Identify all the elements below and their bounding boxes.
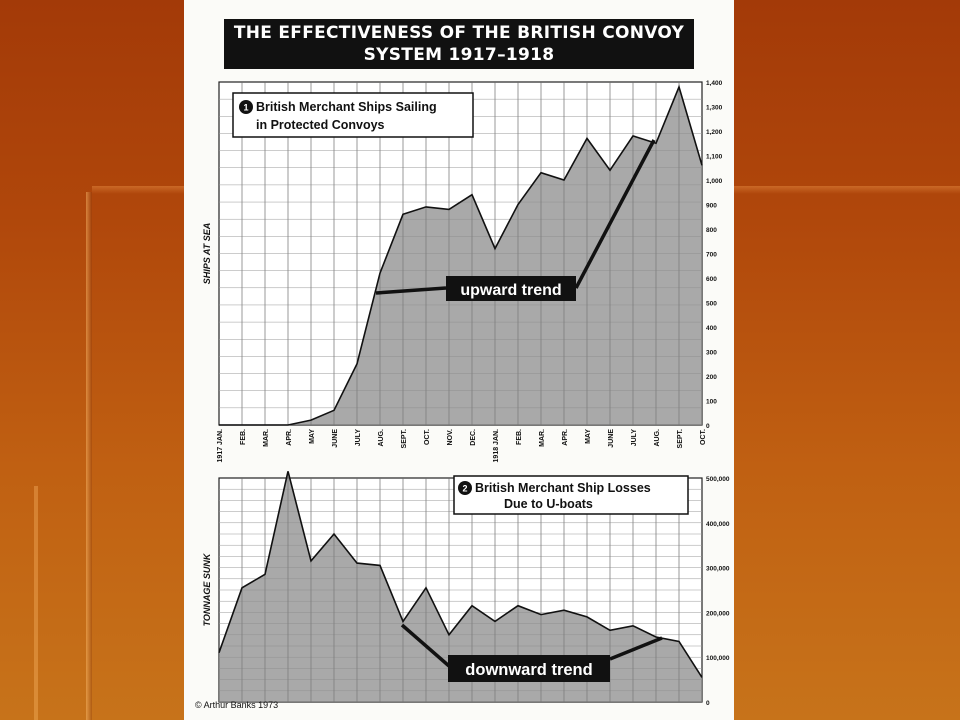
chart-2-ylabel: TONNAGE SUNK: [202, 553, 212, 627]
chart-1-ytick-label: 1,200: [706, 129, 723, 136]
chart-1-ytick-label: 800: [706, 227, 717, 234]
poster-card: [184, 0, 734, 720]
chart-1-xtick-label: MAR.: [263, 429, 270, 447]
chart-1-ylabel: SHIPS AT SEA: [202, 222, 212, 285]
copyright-credit: © Arthur Banks 1973: [195, 700, 279, 710]
chart-2-title-line2: Due to U-boats: [504, 497, 593, 511]
background-stripe: [86, 192, 92, 720]
chart-1-xtick-label: JUNE: [332, 429, 339, 448]
chart-1-title-line2: in Protected Convoys: [256, 118, 385, 132]
chart-2-ytick-label: 400,000: [706, 520, 730, 528]
upward-trend-label: upward trend: [460, 282, 562, 299]
chart-2-title-line1: British Merchant Ship Losses: [475, 481, 651, 495]
chart-1-ytick-label: 700: [706, 251, 717, 259]
chart-2-ytick-label: 100,000: [706, 655, 730, 663]
chart-1-xtick-label: AUG.: [378, 429, 385, 447]
chart-1-ytick-label: 1,100: [706, 153, 723, 161]
chart-1-xtick-label: JULY: [631, 429, 638, 447]
chart-1-xtick-label: MAR.: [539, 429, 546, 447]
chart-1-xtick-label: OCT.: [700, 429, 707, 445]
convoy-charts: [184, 0, 734, 720]
chart-1-xtick-label: FEB.: [516, 429, 523, 445]
chart-2-legend-number: 2: [462, 483, 468, 494]
chart-2-ytick-label: 0: [706, 700, 710, 707]
chart-1-ytick-label: 0: [706, 423, 710, 430]
chart-1-xtick-label: JUNE: [608, 429, 615, 448]
chart-1-xtick-label: AUG.: [654, 429, 661, 447]
downward-trend-label: downward trend: [465, 661, 593, 679]
chart-1-xtick-label: OCT.: [424, 429, 431, 445]
poster-title-line2: SYSTEM 1917–1918: [363, 45, 555, 65]
chart-1-ytick-label: 200: [706, 374, 717, 381]
chart-2-ytick-label: 200,000: [706, 610, 730, 618]
chart-1-xtick-label: APR.: [286, 429, 293, 446]
chart-1-ytick-label: 100: [706, 398, 717, 406]
chart-1-title-line1: British Merchant Ships Sailing: [256, 100, 437, 114]
chart-1-xtick-label: DEC.: [470, 429, 477, 446]
chart-1-xtick-label: SEPT.: [401, 429, 408, 449]
chart-1-ytick-label: 400: [706, 325, 717, 332]
background-stripe-2: [34, 486, 38, 720]
chart-1-ytick-label: 1,000: [706, 178, 723, 185]
chart-1-xtick-label: MAY: [309, 429, 316, 444]
chart-2-ytick-label: 300,000: [706, 565, 730, 573]
chart-1-ytick-label: 900: [706, 202, 717, 210]
chart-1-xtick-label: MAY: [585, 429, 592, 444]
chart-1-ytick-label: 500: [706, 300, 717, 308]
chart-1-ytick-label: 600: [706, 276, 717, 283]
chart-2-ytick-label: 500,000: [706, 476, 730, 483]
poster-title-line1: THE EFFECTIVENESS OF THE BRITISH CONVOY: [233, 23, 685, 43]
chart-1-ytick-label: 300: [706, 349, 717, 357]
chart-1-xtick-label: 1917 JAN.: [217, 429, 224, 463]
chart-1-xtick-label: FEB.: [240, 429, 247, 445]
chart-1-xtick-label: SEPT.: [677, 429, 684, 449]
chart-1-xtick-label: APR.: [562, 429, 569, 446]
chart-1-xtick-label: JULY: [355, 429, 362, 447]
chart-1-xtick-label: 1918 JAN.: [493, 429, 500, 463]
chart-1-legend-number: 1: [243, 102, 249, 113]
chart-1-ytick-label: 1,300: [706, 104, 723, 112]
chart-1-ytick-label: 1,400: [706, 80, 723, 87]
chart-1-xtick-label: NOV.: [447, 429, 454, 446]
